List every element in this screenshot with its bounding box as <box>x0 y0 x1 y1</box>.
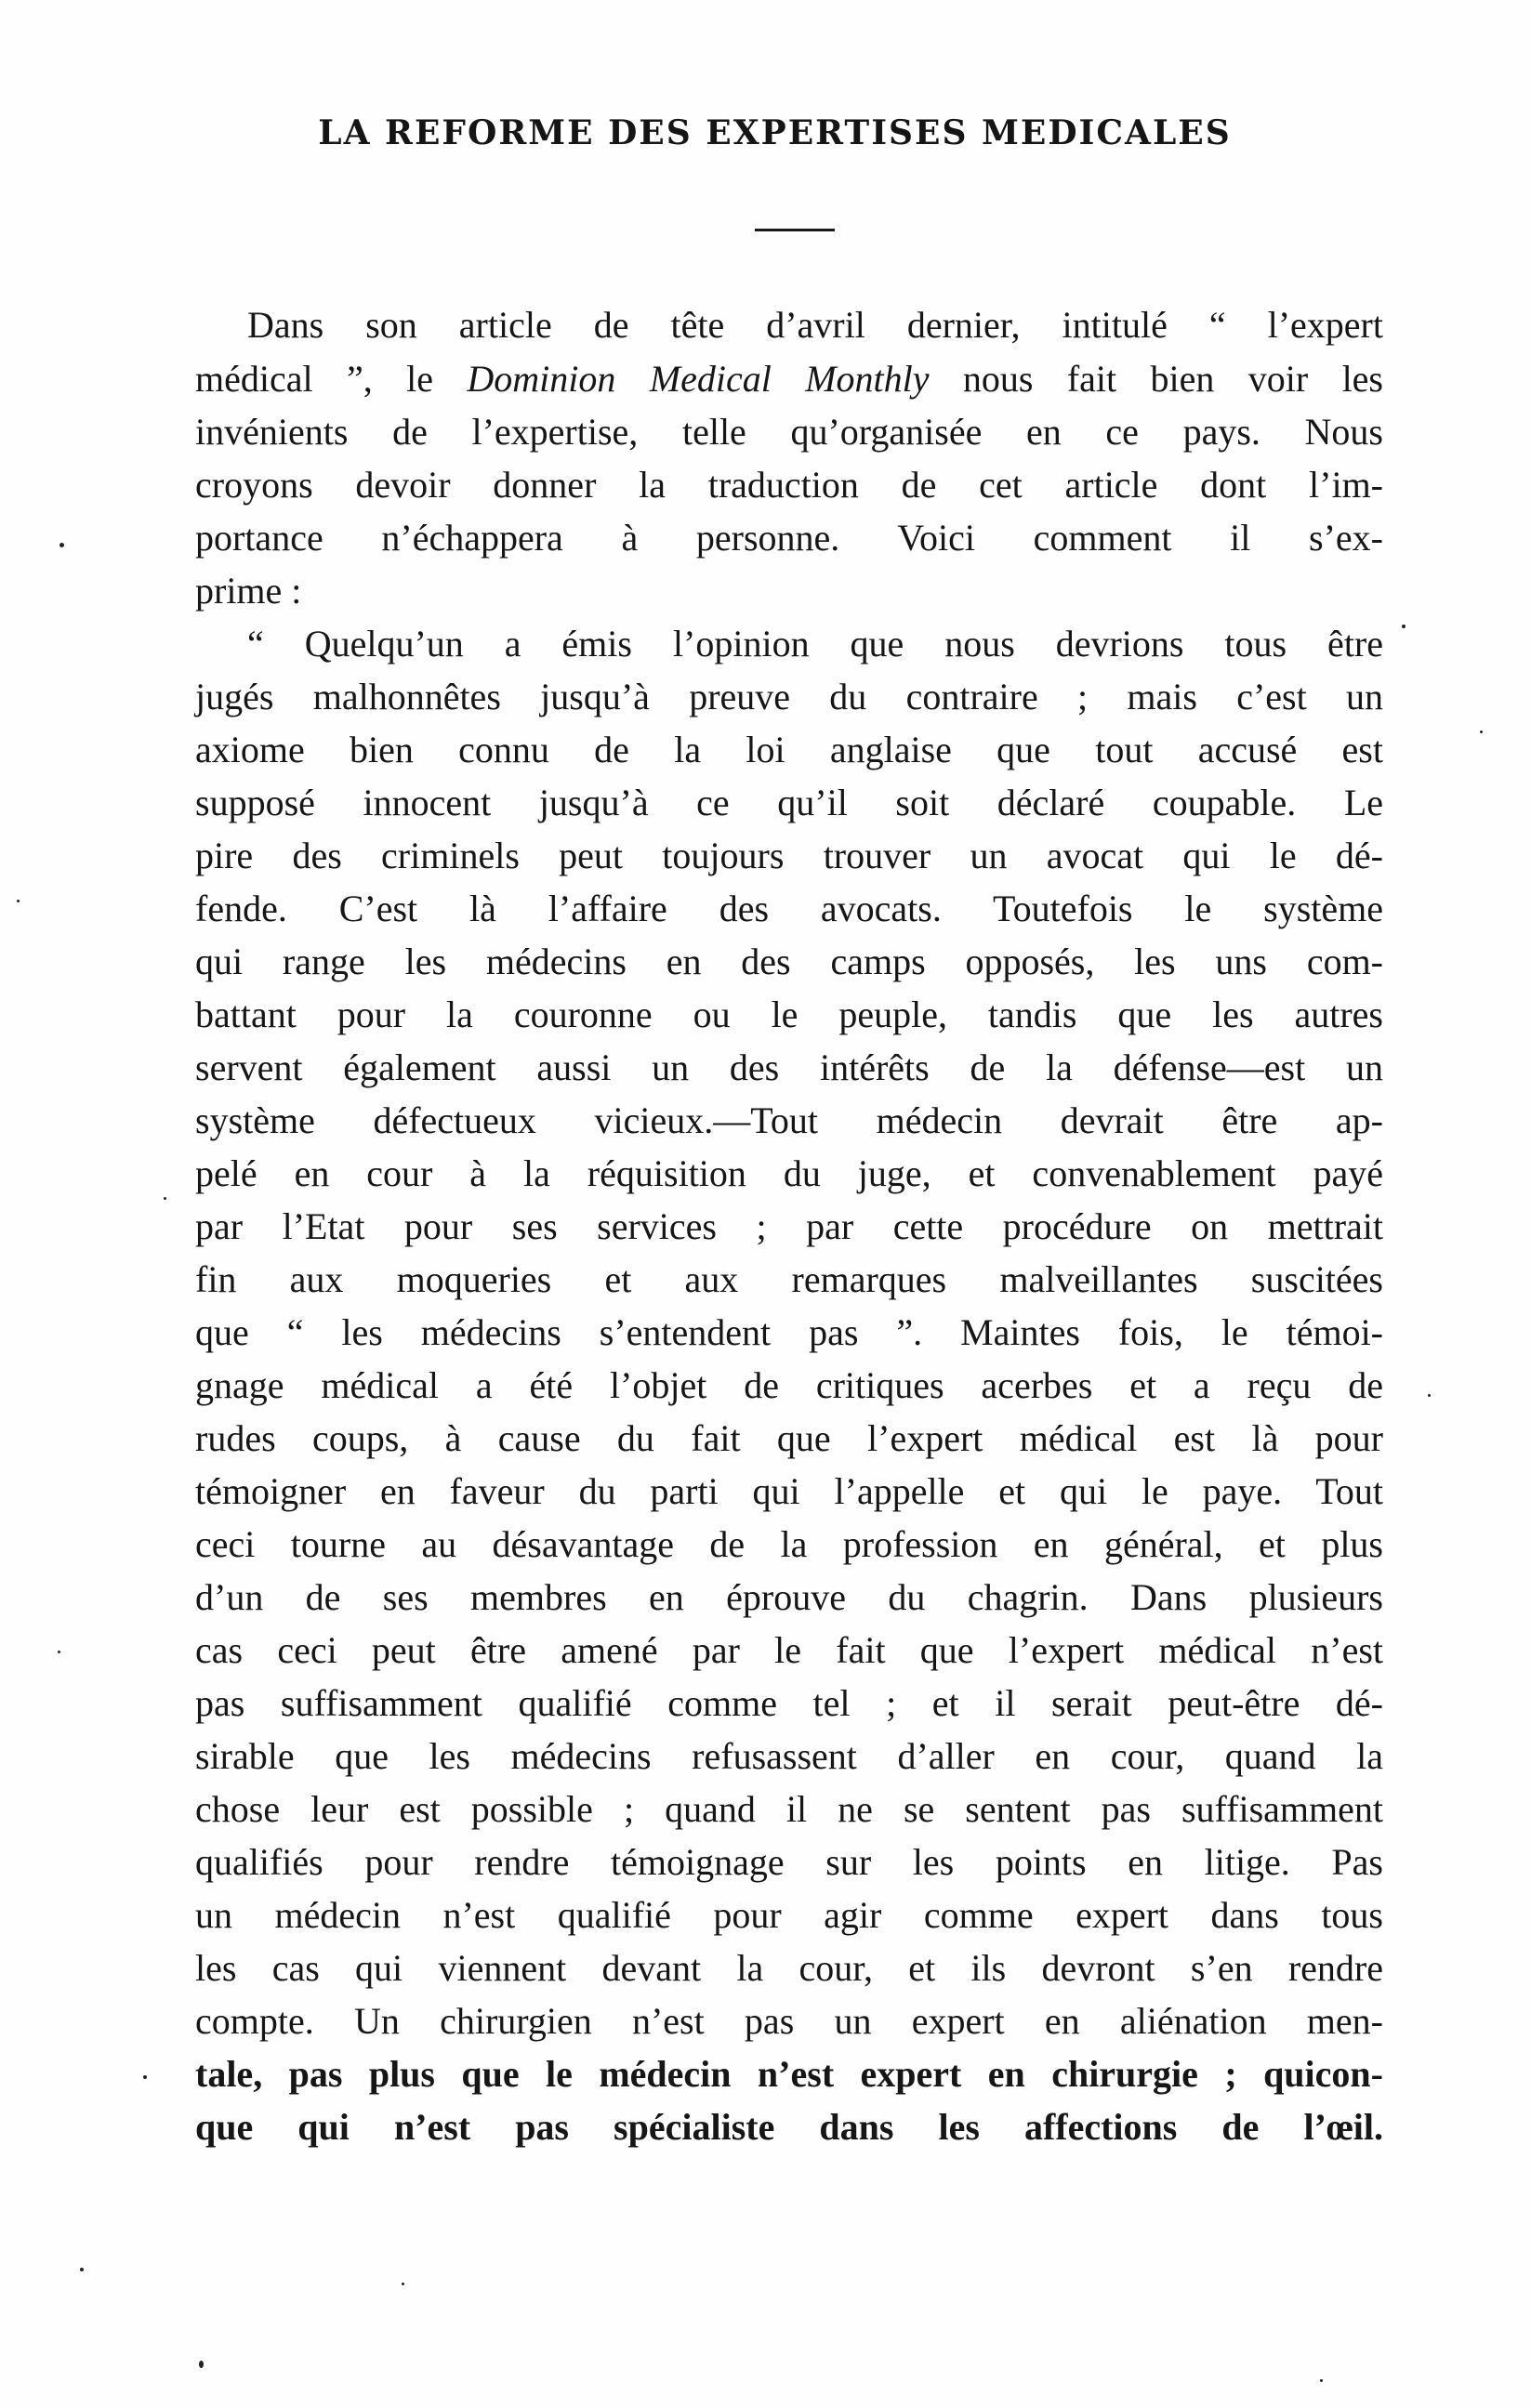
body-line: invénients de l’expertise, telle qu’organisée en ce pays. Nous <box>195 411 1383 453</box>
speck <box>17 900 20 902</box>
body-line: tale, pas plus que le médecin n’est expert en chirurgie ; quicon- <box>195 2053 1383 2095</box>
speck <box>80 2268 84 2271</box>
body-line: sirable que les médecins refusassent d’aller en cour, quand la <box>195 1735 1383 1777</box>
body-line: pas suffisamment qualifié comme tel ; et il serait peut-être dé- <box>195 1682 1383 1724</box>
body-line: rudes coups, à cause du fait que l’expert médical est là pour <box>195 1417 1383 1459</box>
body-line: battant pour la couronne ou le peuple, tandis que les autres <box>195 993 1383 1035</box>
body-line: “ Quelqu’un a émis l’opinion que nous devrions tous être <box>247 623 1383 665</box>
body-line: les cas qui viennent devant la cour, et ils devront s’en rendre <box>195 1947 1383 1989</box>
body-line: portance n’échappera à personne. Voici comment il s’ex- <box>195 517 1383 559</box>
article-title: LA REFORME DES EXPERTISES MEDICALES <box>318 113 1232 152</box>
body-line: Dans son article de tête d’avril dernier, intitulé “ l’expert <box>247 304 1383 346</box>
speck <box>164 1197 166 1200</box>
body-line-part: médical ”, le <box>195 358 468 400</box>
body-line: cas ceci peut être amené par le fait que l’expert médical n’est <box>195 1629 1383 1671</box>
body-line: par l’Etat pour ses services ; par cette procédure on mettrait <box>195 1205 1383 1247</box>
body-line: d’un de ses membres en éprouve du chagrin. Dans plusieurs <box>195 1576 1383 1618</box>
body-line: fende. C’est là l’affaire des avocats. Toutefois le système <box>195 888 1383 929</box>
body-line: compte. Un chirurgien n’est pas un expert en aliénation men- <box>195 2000 1383 2042</box>
body-line: ceci tourne au désavantage de la profession en général, et plus <box>195 1523 1383 1565</box>
speck <box>1320 2379 1323 2382</box>
body-line: que qui n’est pas spécialiste dans les affections de l’œil. <box>195 2106 1383 2148</box>
body-line: prime : <box>195 570 302 612</box>
speck <box>1480 730 1483 733</box>
body-line: croyons devoir donner la traduction de cet article dont l’im- <box>195 464 1383 506</box>
body-line: qualifiés pour rendre témoignage sur les points en litige. Pas <box>195 1841 1383 1883</box>
speck <box>1428 1394 1431 1397</box>
body-line: gnage médical a été l’objet de critiques acerbes et a reçu de <box>195 1364 1383 1406</box>
body-line: servent également aussi un des intérêts de la défense—est un <box>195 1046 1383 1088</box>
body-line: pelé en cour à la réquisition du juge, et convenablement payé <box>195 1152 1383 1194</box>
speck <box>199 2361 204 2368</box>
speck <box>402 2283 404 2285</box>
body-line-with-italic <box>195 353 1383 405</box>
body-line: un médecin n’est qualifié pour agir comme expert dans tous <box>195 1894 1383 1936</box>
journal-name: Dominion Medical Monthly <box>467 358 930 400</box>
speck <box>58 1651 60 1653</box>
body-line: témoigner en faveur du parti qui l’appelle et qui le paye. Tout <box>195 1470 1383 1512</box>
body-line: qui range les médecins en des camps opposés, les uns com- <box>195 941 1383 982</box>
speck <box>143 2075 147 2079</box>
body-line: que “ les médecins s’entendent pas ”. Maintes fois, le témoi- <box>195 1311 1383 1353</box>
body-line-part: nous fait bien voir les <box>929 358 1383 400</box>
body-line: jugés malhonnêtes jusqu’à preuve du contraire ; mais c’est un <box>195 676 1383 717</box>
speck <box>1402 625 1406 628</box>
body-line: axiome bien connu de la loi anglaise que tout accusé est <box>195 729 1383 770</box>
body-line: pire des criminels peut toujours trouver un avocat qui le dé- <box>195 835 1383 876</box>
body-line: système défectueux vicieux.—Tout médecin devrait être ap- <box>195 1099 1383 1141</box>
body-line: supposé innocent jusqu’à ce qu’il soit déclaré coupable. Le <box>195 782 1383 823</box>
body-line: chose leur est possible ; quand il ne se sentent pas suffisamment <box>195 1788 1383 1830</box>
speck <box>59 543 64 547</box>
body-line: fin aux moqueries et aux remarques malveillantes suscitées <box>195 1258 1383 1300</box>
